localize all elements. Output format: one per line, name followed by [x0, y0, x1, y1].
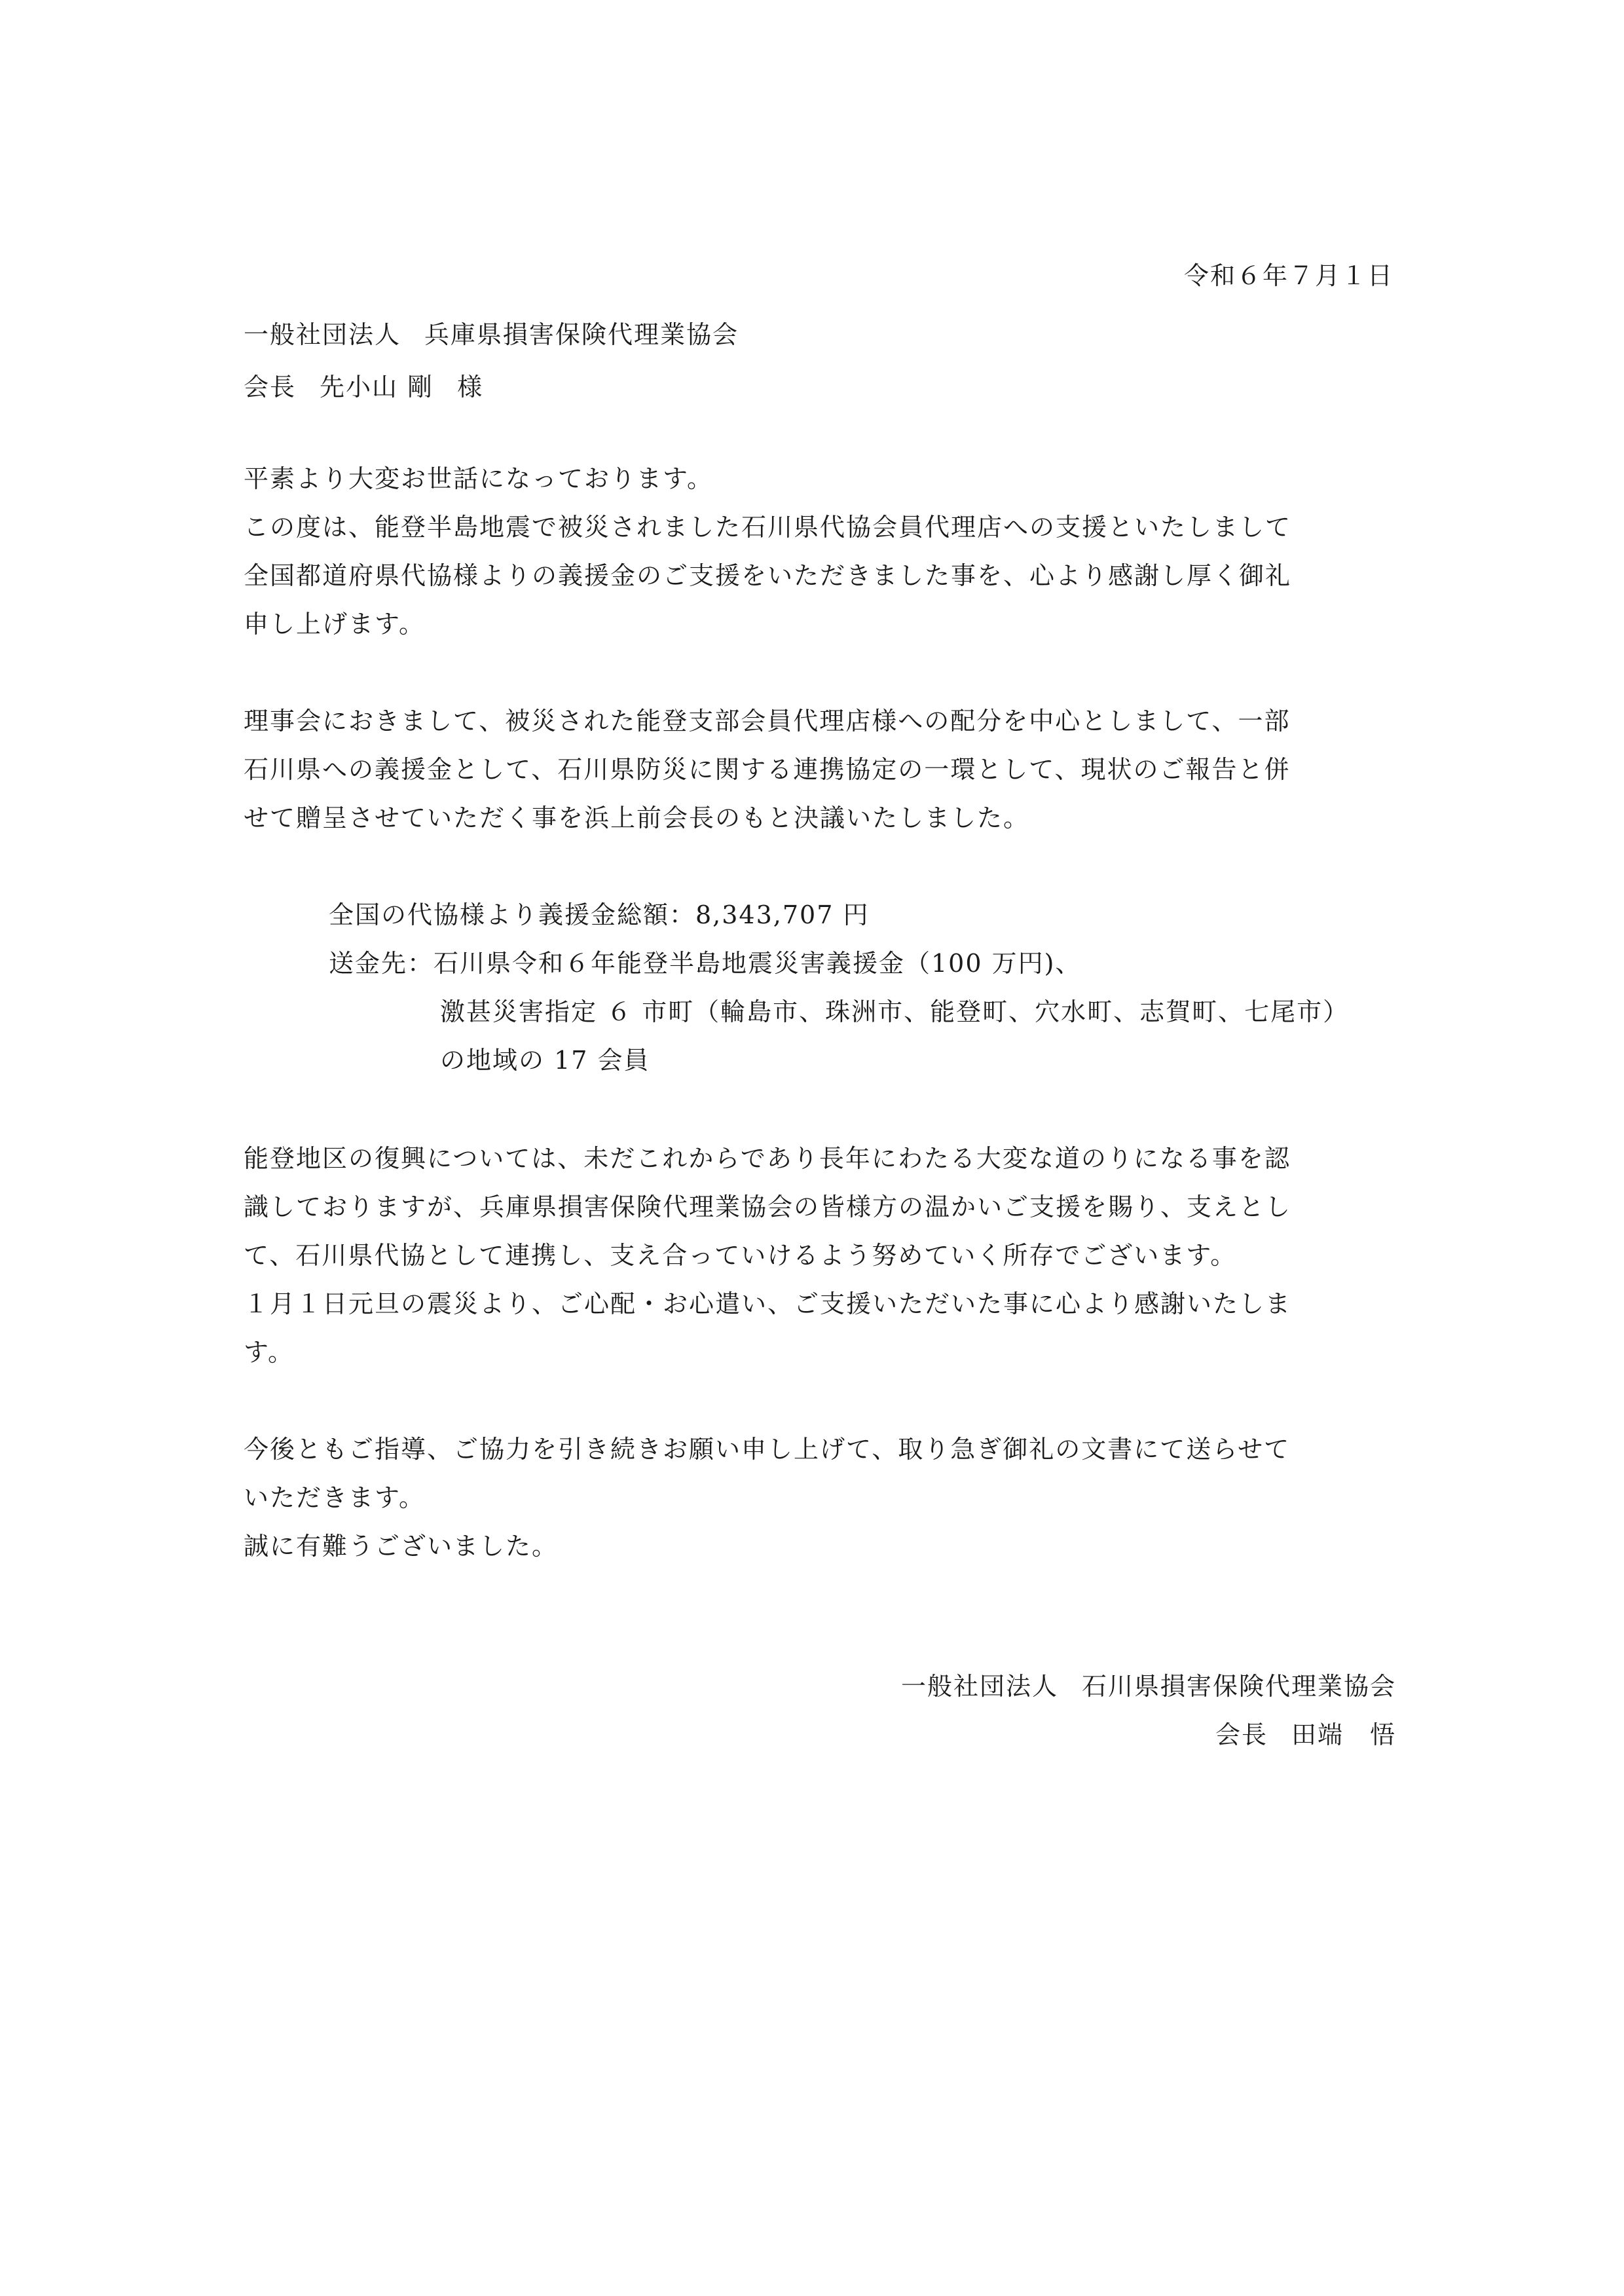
sender-person — [1215, 1722, 1396, 1747]
recipient-org-name: 兵庫県損害保険代理業協会 — [424, 320, 739, 349]
paragraph-4-line-2: いただきます。 — [244, 1483, 425, 1512]
paragraph-3-line-5: す。 — [244, 1338, 294, 1367]
paragraph-3-line-4: １月１日元旦の震災より、ご心配・お心遣い、ご支援いただいた事に心より感謝いたしま — [244, 1289, 1292, 1318]
paragraph-2-line-1: 理事会におきまして、被災された能登支部会員代理店様への配分を中心としまして、一部 — [244, 707, 1291, 735]
recipient-honorific: 様 — [457, 373, 484, 401]
destination-line-3: の地域の 17 会員 — [440, 1046, 650, 1075]
paragraph-2-line-3: せて贈呈させていただく事を浜上前会長のもと決議いたしました。 — [244, 804, 1030, 832]
paragraph-4-line-3: 誠に有難うございました。 — [244, 1532, 559, 1561]
paragraph-4-line-1: 今後ともご指導、ご協力を引き続きお願い申し上げて、取り急ぎ御礼の文書にて送らせて — [244, 1435, 1291, 1464]
sender-organization — [901, 1674, 1396, 1699]
recipient-org-prefix: 一般社団法人 — [244, 320, 401, 349]
paragraph-3-line-2: 識しておりますが、兵庫県損害保険代理業協会の皆様方の温かいご支援を賜り、支えとし — [244, 1193, 1292, 1221]
sender-org-prefix: 一般社団法人 — [900, 1672, 1058, 1701]
sender-name: 田端 悟 — [1291, 1720, 1396, 1749]
destination-line-1: 送金先：石川県令和６年能登半島地震災害義援金（100 万円)、 — [329, 949, 1082, 978]
paragraph-2-line-2: 石川県への義援金として、石川県防災に関する連携協定の一環として、現状のご報告と併 — [244, 755, 1291, 784]
paragraph-1-line-2: この度は、能登半島地震で被災されました石川県代協会員代理店への支援といたしまして — [244, 513, 1292, 542]
paragraph-3-line-1: 能登地区の復興については、未だこれからであり長年にわたる大変な道のりになる事を認 — [244, 1144, 1291, 1173]
destination-line-2: 激甚災害指定 ６ 市町（輪島市、珠洲市、能登町、穴水町、志賀町、七尾市） — [440, 997, 1350, 1026]
paragraph-3-line-3: て、石川県代協として連携し、支え合っていけるよう努めていく所存でございます。 — [244, 1241, 1237, 1270]
recipient-person — [244, 375, 483, 399]
letter-date: 令和６年７月１日 — [1183, 261, 1393, 290]
recipient-name: 先小山 剛 — [320, 373, 434, 401]
paragraph-1-line-4: 申し上げます。 — [244, 610, 425, 639]
sender-org-name: 石川県損害保険代理業協会 — [1081, 1672, 1396, 1701]
recipient-title: 会長 — [244, 373, 297, 401]
donation-total: 全国の代協様より義援金総額：8,343,707 円 — [329, 900, 870, 929]
recipient-organization — [244, 322, 739, 347]
paragraph-1-line-1: 平素より大変お世話になっております。 — [244, 464, 713, 493]
sender-title: 会長 — [1215, 1720, 1268, 1749]
paragraph-1-line-3: 全国都道府県代協様よりの義援金のご支援をいただきました事を、心より感謝し厚く御礼 — [244, 561, 1292, 590]
